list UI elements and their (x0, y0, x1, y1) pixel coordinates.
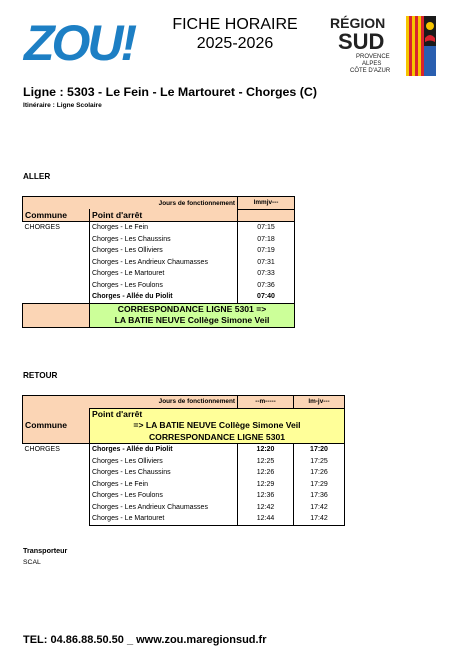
aller-stop-time: 07:36 (238, 280, 295, 292)
aller-commune-header: Commune (23, 209, 90, 222)
retour-days-header-2: lm-jv--- (294, 396, 345, 409)
table-row (23, 222, 295, 234)
aller-commune-cell-empty (23, 280, 90, 292)
retour-stop-time-2: 17:42 (294, 513, 345, 525)
table-row (23, 280, 295, 292)
fiche-title-line1: FICHE HORAIRE (172, 16, 298, 33)
aller-commune-cell-empty (23, 234, 90, 246)
retour-rows (23, 444, 345, 526)
aller-stop-name: Chorges - Le Martouret (90, 268, 238, 280)
footer-contact: TEL: 04.86.88.50.50 _ www.zou.maregionsud.fr (23, 634, 267, 646)
line-title: Ligne : 5303 - Le Fein - Le Martouret - Chorges (C) (23, 85, 317, 99)
aller-rows (23, 222, 295, 304)
retour-stop-name: Chorges - Le Martouret (90, 513, 238, 525)
retour-stop-time-2: 17:29 (294, 479, 345, 491)
aller-stop-time: 07:15 (238, 222, 295, 234)
retour-correspondance-line2: CORRESPONDANCE LIGNE 5301 (90, 432, 345, 444)
aller-commune-cell-empty (23, 245, 90, 257)
table-row (23, 234, 295, 246)
aller-stop-time: 07:18 (238, 234, 295, 246)
retour-header-row-days (23, 396, 345, 409)
region-logo-line2: SUD (338, 29, 385, 54)
table-row (23, 444, 345, 456)
fiche-title (160, 15, 310, 53)
aller-stop-name: Chorges - Le Fein (90, 222, 238, 234)
region-logo-line5: CÔTE D'AZUR (350, 68, 391, 74)
retour-stop-name: Chorges - Les Olliviers (90, 456, 238, 468)
region-logo-line1: RÉGION (330, 15, 386, 31)
table-row (23, 291, 295, 303)
retour-stop-time-1: 12:26 (238, 467, 294, 479)
table-row (23, 456, 345, 468)
region-sud-logo (326, 12, 438, 80)
retour-header-row-commune (23, 420, 345, 432)
aller-stop-name: Chorges - Les Chaussins (90, 234, 238, 246)
retour-commune-cell: CHORGES (24, 446, 60, 454)
aller-correspondance-row-2 (23, 315, 295, 327)
retour-commune-cell-empty (23, 456, 90, 468)
aller-header-row-days (23, 197, 295, 210)
region-logo-line3: PROVENCE (356, 54, 390, 60)
retour-stop-time-2: 17:20 (294, 444, 345, 456)
retour-stop-name: Chorges - Allée du Piolit (90, 444, 238, 456)
transporteur-name: SCAL (23, 559, 41, 566)
retour-correspondance-line1: => LA BATIE NEUVE Collège Simone Veil (90, 420, 345, 432)
retour-commune-cell-empty (23, 490, 90, 502)
aller-stop-name: Chorges - Allée du Piolit (90, 291, 238, 303)
retour-stop-time-1: 12:20 (238, 444, 294, 456)
aller-stop-time: 07:31 (238, 257, 295, 269)
retour-stop-time-2: 17:42 (294, 502, 345, 514)
retour-commune-header: Commune (23, 420, 90, 432)
retour-commune-cell-empty (23, 513, 90, 525)
aller-correspondance-row-1 (23, 303, 295, 315)
table-row (23, 502, 345, 514)
table-row (23, 490, 345, 502)
aller-arret-header: Point d'arrêt (90, 209, 238, 222)
aller-stop-name: Chorges - Les Foulons (90, 280, 238, 292)
aller-stop-time: 07:19 (238, 245, 295, 257)
retour-stop-time-2: 17:25 (294, 456, 345, 468)
retour-stop-time-2: 17:36 (294, 490, 345, 502)
aller-commune-cell: CHORGES (24, 224, 60, 232)
aller-jours-label: Jours de fonctionnement (90, 197, 238, 210)
table-row (23, 479, 345, 491)
aller-commune-cell-empty (23, 291, 90, 303)
aller-header-row-columns (23, 209, 295, 222)
region-coat-of-arms-icon (406, 16, 436, 76)
table-row (23, 268, 295, 280)
retour-stop-name: Chorges - Les Andrieux Chaumasses (90, 502, 238, 514)
fiche-title-line2: 2025-2026 (196, 35, 274, 52)
aller-commune-cell-empty (23, 268, 90, 280)
retour-header-row-arret (23, 408, 345, 420)
retour-stop-name: Chorges - Les Chaussins (90, 467, 238, 479)
retour-stop-time-2: 17:26 (294, 467, 345, 479)
aller-stop-name: Chorges - Les Andrieux Chaumasses (90, 257, 238, 269)
table-row (23, 513, 345, 525)
retour-stop-name: Chorges - Les Foulons (90, 490, 238, 502)
retour-header-row-correspondance (23, 432, 345, 444)
table-row (23, 245, 295, 257)
aller-commune-cell-empty (23, 257, 90, 269)
aller-stop-time: 07:40 (238, 291, 295, 303)
retour-section-label: RETOUR (23, 371, 58, 380)
region-logo-line4: ALPES (362, 61, 382, 67)
retour-days-header-1: --m----- (238, 396, 294, 409)
aller-section-label: ALLER (23, 172, 51, 181)
table-row (23, 257, 295, 269)
aller-correspondance-line2: LA BATIE NEUVE Collège Simone Veil (90, 315, 295, 327)
aller-timetable (22, 196, 295, 328)
retour-commune-cell-empty (23, 502, 90, 514)
retour-stop-time-1: 12:29 (238, 479, 294, 491)
aller-correspondance-line1: CORRESPONDANCE LIGNE 5301 => (90, 303, 295, 315)
retour-commune-cell-empty (23, 479, 90, 491)
itinerary-label: Itinéraire : Ligne Scolaire (23, 102, 102, 109)
aller-stop-time: 07:33 (238, 268, 295, 280)
retour-stop-time-1: 12:44 (238, 513, 294, 525)
transporteur-label: Transporteur (23, 546, 68, 555)
zou-logo-text: ZOU! (24, 16, 135, 66)
retour-timetable (22, 395, 345, 526)
aller-stop-name: Chorges - Les Olliviers (90, 245, 238, 257)
retour-stop-time-1: 12:25 (238, 456, 294, 468)
retour-arret-header: Point d'arrêt (90, 408, 238, 420)
zou-logo (22, 16, 152, 66)
retour-jours-label: Jours de fonctionnement (90, 396, 238, 409)
retour-stop-name: Chorges - Le Fein (90, 479, 238, 491)
table-row (23, 467, 345, 479)
retour-commune-cell-empty (23, 467, 90, 479)
retour-stop-time-1: 12:36 (238, 490, 294, 502)
retour-stop-time-1: 12:42 (238, 502, 294, 514)
aller-days-header: lmmjv--- (238, 197, 295, 210)
